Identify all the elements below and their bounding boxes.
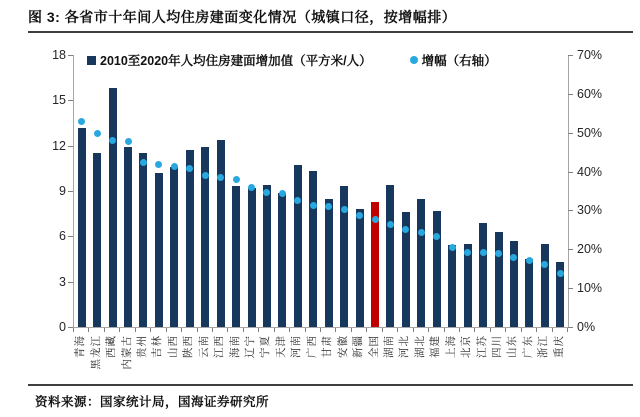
right-tick-mark <box>568 249 573 250</box>
x-tick-mark <box>73 328 74 332</box>
x-tick-mark <box>181 328 182 332</box>
right-axis-tick-10%: 10% <box>577 281 603 296</box>
bar-湖北 <box>417 199 425 327</box>
left-tick-mark <box>68 236 73 237</box>
x-label-河南: 河南 <box>290 335 303 358</box>
right-axis-tick-70%: 70% <box>577 48 603 62</box>
x-tick-mark <box>243 328 244 332</box>
x-label-江苏: 江苏 <box>475 335 488 358</box>
x-tick-mark <box>521 328 522 332</box>
left-tick-mark <box>68 146 73 147</box>
bar-贵州 <box>139 153 147 327</box>
left-axis-tick-0: 0 <box>59 320 66 334</box>
growth-dot-黑龙江 <box>94 130 101 137</box>
x-label-河北: 河北 <box>398 335 411 358</box>
x-label-福建: 福建 <box>429 335 442 358</box>
x-tick-mark <box>366 328 367 332</box>
growth-dot-甘肃 <box>325 203 332 210</box>
figure-title: 图 3: 各省市十年间人均住房建面变化情况（城镇口径，按增幅排） <box>28 9 457 25</box>
growth-series-label: 增幅（右轴） <box>421 54 497 68</box>
bar-黑龙江 <box>93 153 101 327</box>
x-tick-mark <box>88 328 89 332</box>
x-label-山东: 山东 <box>506 335 519 358</box>
bar-吉林 <box>155 173 163 327</box>
bar-山西 <box>170 167 178 327</box>
growth-dot-全国 <box>372 216 379 223</box>
x-tick-mark <box>444 328 445 332</box>
x-label-陕西: 陕西 <box>182 335 195 358</box>
growth-dot-广西 <box>310 202 317 209</box>
right-tick-mark <box>568 288 573 289</box>
x-tick-mark <box>382 328 383 332</box>
bar-浙江 <box>541 244 549 327</box>
source-note: 资料来源：国家统计局，国海证券研究所 <box>35 395 270 409</box>
growth-dot-吉林 <box>155 161 162 168</box>
left-axis-tick-3: 3 <box>59 274 66 289</box>
growth-dot-辽宁 <box>248 184 255 191</box>
x-label-上海: 上海 <box>444 335 457 358</box>
x-label-贵州: 贵州 <box>135 335 148 358</box>
bar-湖南 <box>386 185 394 327</box>
x-label-天津: 天津 <box>274 335 287 358</box>
growth-dot-湖南 <box>387 221 394 228</box>
x-label-浙江: 浙江 <box>537 335 550 358</box>
x-tick-mark <box>289 328 290 332</box>
x-tick-mark <box>351 328 352 332</box>
growth-dot-上海 <box>449 244 456 251</box>
growth-dot-山西 <box>171 163 178 170</box>
bar-河南 <box>294 165 302 327</box>
legend-growth-series <box>410 51 497 69</box>
x-tick-mark <box>567 328 568 332</box>
x-tick-mark <box>104 328 105 332</box>
bar-陕西 <box>186 150 194 327</box>
left-tick-mark <box>68 55 73 56</box>
x-tick-mark <box>305 328 306 332</box>
left-tick-mark <box>68 100 73 101</box>
title-rule <box>28 31 633 33</box>
x-tick-mark <box>258 328 259 332</box>
x-label-新疆: 新疆 <box>352 335 365 358</box>
x-label-北京: 北京 <box>460 335 473 358</box>
bar-西藏 <box>109 88 117 327</box>
x-tick-mark <box>166 328 167 332</box>
x-tick-mark <box>428 328 429 332</box>
x-tick-mark <box>413 328 414 332</box>
x-label-广东: 广东 <box>521 335 534 358</box>
x-label-全国: 全国 <box>367 335 380 358</box>
x-label-辽宁: 辽宁 <box>244 335 257 358</box>
bar-广西 <box>309 171 317 327</box>
source-rule <box>28 384 633 386</box>
left-axis-tick-15: 15 <box>52 93 66 108</box>
x-label-甘肃: 甘肃 <box>321 335 334 358</box>
x-tick-mark <box>505 328 506 332</box>
growth-dot-江西 <box>217 174 224 181</box>
chart-legend <box>87 51 497 69</box>
right-axis-tick-60%: 60% <box>577 86 603 101</box>
right-tick-mark <box>568 133 573 134</box>
growth-dot-内蒙古 <box>125 138 132 145</box>
x-label-四川: 四川 <box>491 335 504 358</box>
bar-上海 <box>448 245 456 327</box>
x-label-湖北: 湖北 <box>413 335 426 358</box>
x-label-重庆: 重庆 <box>552 335 565 358</box>
bar-series-label: 2010至2020年人均住房建面增加值（平方米/人） <box>100 54 372 68</box>
bar-series-swatch-icon <box>87 56 96 65</box>
x-label-海南: 海南 <box>228 335 241 358</box>
left-axis-tick-9: 9 <box>59 184 66 198</box>
x-label-云南: 云南 <box>197 335 210 358</box>
x-tick-mark <box>474 328 475 332</box>
right-tick-mark <box>568 327 573 328</box>
x-label-黑龙江: 黑龙江 <box>89 335 102 370</box>
x-label-山西: 山西 <box>166 335 179 358</box>
growth-dot-河北 <box>402 226 409 233</box>
bar-辽宁 <box>248 188 256 327</box>
left-axis-tick-6: 6 <box>59 229 66 244</box>
x-tick-mark <box>552 328 553 332</box>
left-tick-mark <box>68 282 73 283</box>
right-tick-mark <box>568 55 573 56</box>
x-label-吉林: 吉林 <box>151 335 164 358</box>
plot-area <box>73 55 569 328</box>
bar-新疆 <box>356 209 364 327</box>
growth-dot-福建 <box>433 233 440 240</box>
bar-宁夏 <box>263 185 271 327</box>
x-tick-mark <box>212 328 213 332</box>
x-label-青海: 青海 <box>74 335 87 358</box>
x-tick-mark <box>459 328 460 332</box>
growth-dot-江苏 <box>480 249 487 256</box>
growth-dot-海南 <box>233 176 240 183</box>
x-tick-mark <box>320 328 321 332</box>
bar-北京 <box>464 244 472 327</box>
x-tick-mark <box>135 328 136 332</box>
bar-海南 <box>232 186 240 327</box>
x-label-西藏: 西藏 <box>105 335 118 358</box>
right-tick-mark <box>568 172 573 173</box>
right-axis-tick-50%: 50% <box>577 125 603 140</box>
x-tick-mark <box>490 328 491 332</box>
left-axis-tick-12: 12 <box>52 138 66 153</box>
growth-dot-北京 <box>464 249 471 256</box>
growth-dot-广东 <box>526 257 533 264</box>
left-tick-mark <box>68 191 73 192</box>
x-tick-mark <box>197 328 198 332</box>
bar-江西 <box>217 140 225 327</box>
right-tick-mark <box>568 210 573 211</box>
left-axis-tick-18: 18 <box>52 48 66 62</box>
right-axis-tick-40%: 40% <box>577 164 603 179</box>
bar-内蒙古 <box>124 147 132 327</box>
x-label-宁夏: 宁夏 <box>259 335 272 358</box>
right-tick-mark <box>568 94 573 95</box>
growth-series-dot-icon <box>410 56 418 64</box>
bar-青海 <box>78 128 86 327</box>
x-tick-mark <box>536 328 537 332</box>
x-label-江西: 江西 <box>213 335 226 358</box>
x-tick-mark <box>119 328 120 332</box>
x-tick-mark <box>227 328 228 332</box>
right-axis-tick-20%: 20% <box>577 242 603 257</box>
growth-dot-安徽 <box>341 206 348 213</box>
x-tick-mark <box>335 328 336 332</box>
bar-福建 <box>433 211 441 327</box>
bar-四川 <box>495 232 503 327</box>
x-label-安徽: 安徽 <box>336 335 349 358</box>
x-tick-mark <box>397 328 398 332</box>
x-label-内蒙古: 内蒙古 <box>120 335 133 370</box>
x-tick-mark <box>150 328 151 332</box>
bar-广东 <box>525 259 533 327</box>
x-label-广西: 广西 <box>305 335 318 358</box>
legend-bar-series <box>87 51 372 69</box>
right-axis-tick-30%: 30% <box>577 203 603 218</box>
bar-天津 <box>278 193 286 327</box>
x-tick-mark <box>274 328 275 332</box>
bar-江苏 <box>479 223 487 327</box>
growth-dot-青海 <box>78 118 85 125</box>
bar-甘肃 <box>325 199 333 327</box>
x-label-湖南: 湖南 <box>382 335 395 358</box>
right-axis-tick-0%: 0% <box>577 320 596 334</box>
